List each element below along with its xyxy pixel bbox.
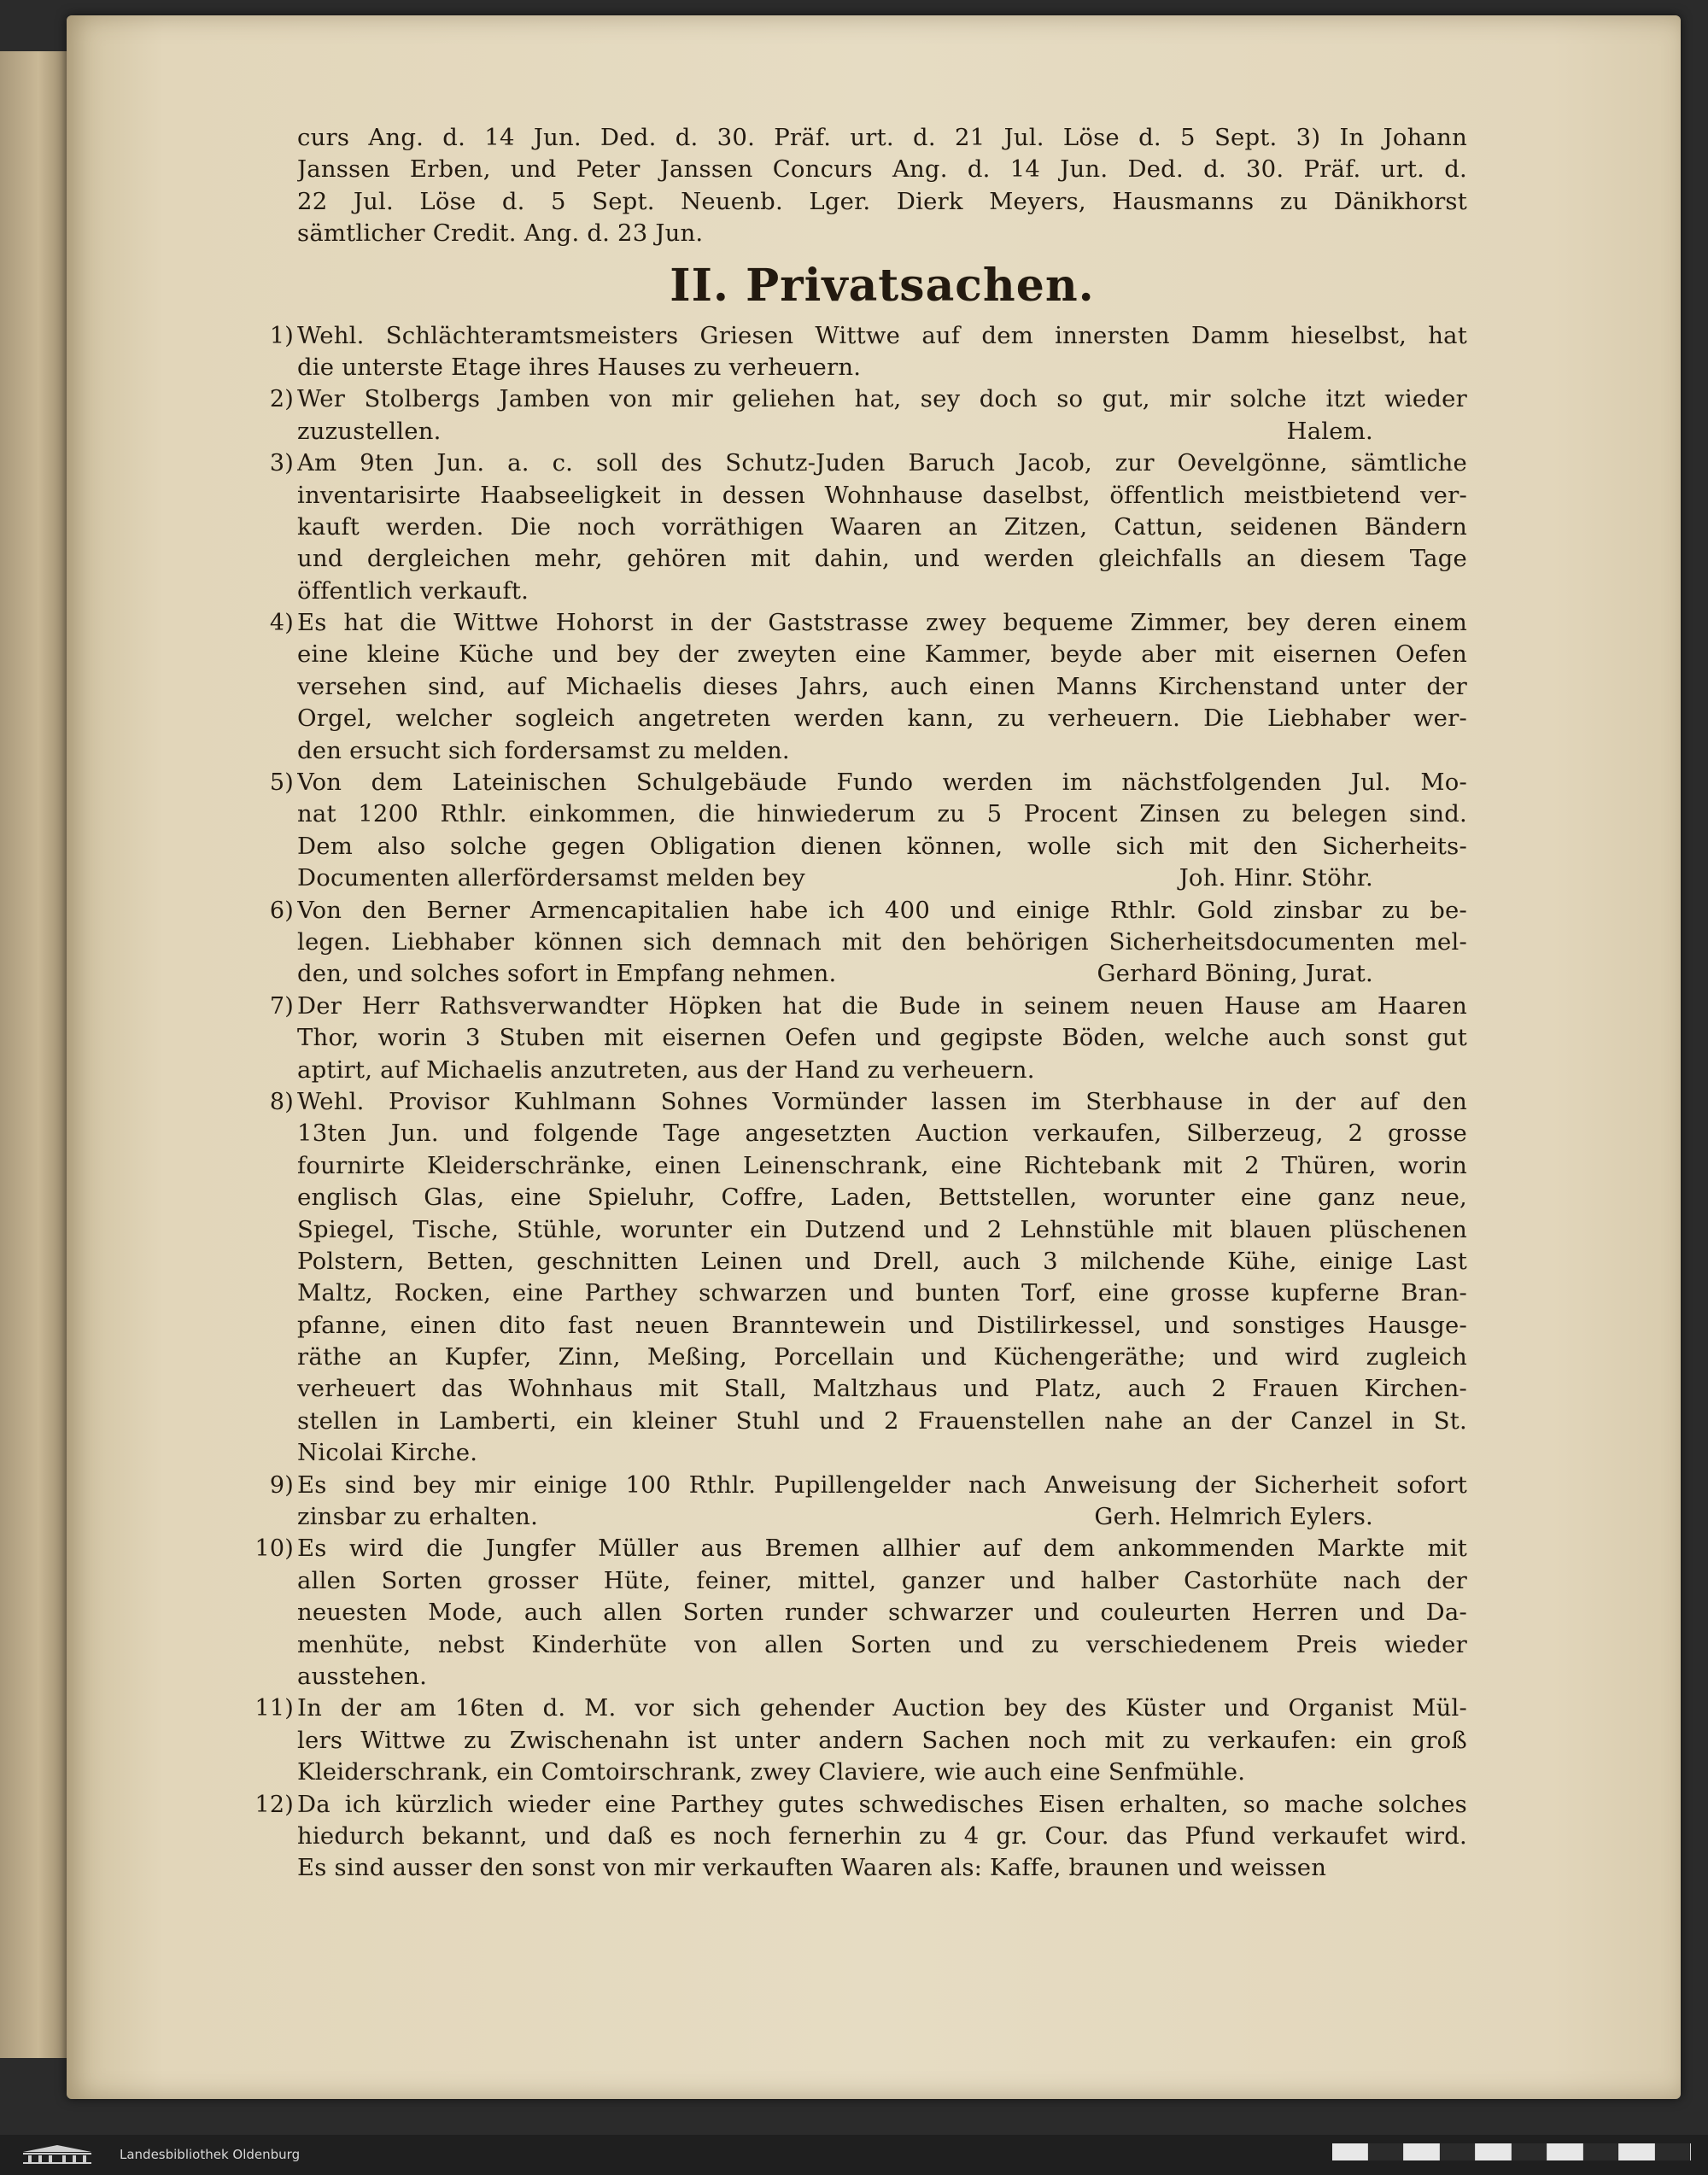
notice-line: 13ten Jun. und folgende Tage angesetzten Auction verkaufen, Silberzeug, 2 grosse [297, 1120, 1467, 1148]
notice-line-text: den, und solches sofort in Empfang nehmen. [297, 960, 837, 988]
intro-line: Janssen Erben, und Peter Janssen Concurs Ang. d. 14 Jun. Ded. d. 30. Präf. urt. d. [297, 155, 1467, 184]
notice-number: 8) [269, 1088, 294, 1115]
notice-number: 6) [269, 897, 294, 924]
notice-line: allen Sorten grosser Hüte, feiner, mittel, ganzer und halber Castorhüte nach der [297, 1566, 1467, 1594]
notice-number: 11) [254, 1695, 294, 1722]
notice-line: Wehl. Provisor Kuhlmann Sohnes Vormünder lassen im Sterbhause in der auf den [297, 1087, 1467, 1115]
notice-line: Nicolai Kirche. [297, 1439, 478, 1467]
notice-line [297, 416, 1467, 447]
notice-number: 10) [254, 1535, 294, 1563]
notice-line: menhüte, nebst Kinderhüte von allen Sorten und zu verschiedenem Preis wieder [297, 1630, 1467, 1658]
notice-line: Kleiderschrank, ein Comtoirschrank, zwey Claviere, wie auch eine Senfmühle. [297, 1758, 1246, 1786]
notice-line: eine kleine Küche und bey der zweyten eine Kammer, beyde aber mit eisernen Oefen [297, 640, 1467, 669]
notice-line: fournirte Kleiderschränke, einen Leinenschrank, eine Richtebank mit 2 Thüren, worin [297, 1151, 1467, 1179]
notice-item [269, 447, 1467, 607]
notice-item [254, 1533, 1467, 1693]
notice-line: und dergleichen mehr, gehören mit dahin, und werden gleichfalls an diesem Tage [297, 545, 1467, 573]
notice-number: 2) [269, 386, 294, 413]
notice-line: englisch Glas, eine Spieluhr, Coffre, Laden, Bettstellen, worunter eine ganz neue, [297, 1184, 1467, 1212]
library-name: Landesbibliothek Oldenburg [120, 2147, 301, 2162]
notice-line: Von dem Lateinischen Schulgebäude Fundo werden im nächstfolgenden Jul. Mo- [297, 769, 1467, 797]
notice-item [269, 1086, 1467, 1470]
notice-line: Es wird die Jungfer Müller aus Bremen allhier auf dem ankommenden Markte mit [297, 1535, 1467, 1563]
notice-line: den ersucht sich fordersamst zu melden. [297, 736, 790, 764]
notice-item [269, 895, 1467, 991]
notice-item [269, 767, 1467, 895]
notice-item [269, 607, 1467, 767]
notice-item [269, 1470, 1467, 1534]
notice-line-text: zuzustellen. [297, 417, 442, 445]
intro-line: sämtlicher Credit. Ang. d. 23 Jun. [297, 219, 704, 248]
section-heading: II. Privatsachen. [670, 259, 1095, 312]
notice-line: ausstehen. [297, 1662, 428, 1690]
notice-line [297, 862, 1467, 894]
color-scale-ruler [1332, 2143, 1691, 2160]
notice-line-text: Documenten allerfördersamst melden bey [297, 864, 805, 892]
notice-number: 7) [269, 992, 294, 1020]
notice-line: stellen in Lamberti, ein kleiner Stuhl und 2 Frauenstellen nahe an der Canzel in St. [297, 1406, 1467, 1435]
document-page [67, 15, 1681, 2099]
notice-line: räthe an Kupfer, Zinn, Meßing, Porcellain und Küchengeräthe; und wird zugleich [297, 1343, 1467, 1371]
viewer-footer [0, 2135, 1708, 2175]
notice-line [297, 1501, 1467, 1533]
notice-line: Es hat die Wittwe Hohorst in der Gaststrasse zwey bequeme Zimmer, bey deren einem [297, 609, 1467, 637]
notice-line: öffentlich verkauft. [297, 576, 529, 605]
notice-signature: Gerhard Böning, Jurat. [1097, 960, 1373, 988]
notice-line: die unterste Etage ihres Hauses zu verheuern. [297, 353, 862, 381]
notice-line: Der Herr Rathsverwandter Höpken hat die Bude in seinem neuen Hause am Haaren [297, 991, 1467, 1020]
intro-line: 22 Jul. Löse d. 5 Sept. Neuenb. Lger. Dierk Meyers, Hausmanns zu Dänikhorst [297, 187, 1467, 215]
notice-line: Von den Berner Armencapitalien habe ich 400 und einige Rthlr. Gold zinsbar zu be- [297, 896, 1467, 924]
notice-signature: Gerh. Helmrich Eylers. [1094, 1503, 1373, 1531]
notice-line: Thor, worin 3 Stuben mit eisernen Oefen und gegipste Böden, welche auch sonst gut [297, 1024, 1467, 1052]
notice-line: hiedurch bekannt, und daß es noch fernerhin zu 4 gr. Cour. das Pfund verkaufet wird. [297, 1821, 1467, 1850]
notice-line: Da ich kürzlich wieder eine Parthey gutes schwedisches Eisen erhalten, so mache solches [297, 1790, 1467, 1818]
notice-number: 12) [254, 1791, 294, 1818]
notice-line: legen. Liebhaber können sich demnach mit den behörigen Sicherheitsdocumenten mel- [297, 927, 1467, 956]
notice-line: kauft werden. Die noch vorräthigen Waaren an Zitzen, Cattun, seidenen Bändern [297, 512, 1467, 541]
notice-line: lers Wittwe zu Zwischenahn ist unter andern Sachen noch mit zu verkaufen: ein groß [297, 1726, 1467, 1754]
notice-line: In der am 16ten d. M. vor sich gehender Auction bey des Küster und Organist Mül- [297, 1694, 1467, 1722]
notice-line: Am 9ten Jun. a. c. soll des Schutz-Juden Baruch Jacob, zur Oevelgönne, sämtliche [297, 449, 1467, 477]
notice-line: aptirt, auf Michaelis anzutreten, aus der Hand zu verheuern. [297, 1055, 1035, 1084]
notice-line: Orgel, welcher sogleich angetreten werden kann, zu verheuern. Die Liebhaber wer- [297, 705, 1467, 733]
notice-line: pfanne, einen dito fast neuen Branntewein und Distilirkessel, und sonstiges Hausge- [297, 1311, 1467, 1339]
notice-line: Wer Stolbergs Jamben von mir geliehen hat, sey doch so gut, mir solche itzt wieder [297, 385, 1467, 413]
notice-line [297, 958, 1467, 990]
notice-line: verheuert das Wohnhaus mit Stall, Maltzhaus und Platz, auch 2 Frauen Kirchen- [297, 1375, 1467, 1403]
notice-number: 1) [269, 322, 294, 349]
notice-line: Dem also solche gegen Obligation dienen können, wolle sich mit den Sicherheits- [297, 832, 1467, 860]
notice-line: nat 1200 Rthlr. einkommen, die hinwiederum zu 5 Procent Zinsen zu belegen sind. [297, 800, 1467, 828]
notice-line: Maltz, Rocken, eine Parthey schwarzen und bunten Torf, eine grosse kupferne Bran- [297, 1279, 1467, 1307]
page-text [254, 122, 1467, 1885]
notice-line: Es sind bey mir einige 100 Rthlr. Pupillengelder nach Anweisung der Sicherheit sofort [297, 1470, 1467, 1499]
notice-number: 3) [269, 450, 294, 477]
notice-item [254, 1693, 1467, 1788]
notice-line: inventarisirte Haabseeligkeit in dessen Wohnhause daselbst, öffentlich meistbietend ver- [297, 481, 1467, 509]
notice-line-text: zinsbar zu erhalten. [297, 1503, 539, 1531]
notice-line: versehen sind, auf Michaelis dieses Jahrs, auch einen Manns Kirchenstand unter der [297, 672, 1467, 700]
notice-signature: Joh. Hinr. Stöhr. [1179, 864, 1373, 892]
library-building-icon [10, 2143, 104, 2166]
notice-line: Spiegel, Tische, Stühle, worunter ein Dutzend und 2 Lehnstühle mit blauen plüschenen [297, 1215, 1467, 1243]
notice-item [269, 320, 1467, 384]
notice-line: Polstern, Betten, geschnitten Leinen und Drell, auch 3 milchende Kühe, einige Last [297, 1247, 1467, 1275]
notice-line: Es sind ausser den sonst von mir verkauften Waaren als: Kaffe, braunen und weissen [297, 1854, 1327, 1882]
notice-number: 9) [269, 1471, 294, 1499]
notice-item [269, 991, 1467, 1086]
notice-item [254, 1789, 1467, 1885]
notice-line: Wehl. Schlächteramtsmeisters Griesen Wittwe auf dem innersten Damm hieselbst, hat [297, 321, 1467, 349]
notice-number: 5) [269, 769, 294, 797]
notice-number: 4) [269, 610, 294, 637]
facing-page-edge [0, 51, 77, 2058]
notice-signature: Halem. [1286, 417, 1373, 445]
notice-item [269, 383, 1467, 447]
notice-line: neuesten Mode, auch allen Sorten runder schwarzer und couleurten Herren und Da- [297, 1599, 1467, 1627]
intro-line: curs Ang. d. 14 Jun. Ded. d. 30. Präf. urt. d. 21 Jul. Löse d. 5 Sept. 3) In Johann [297, 124, 1467, 151]
